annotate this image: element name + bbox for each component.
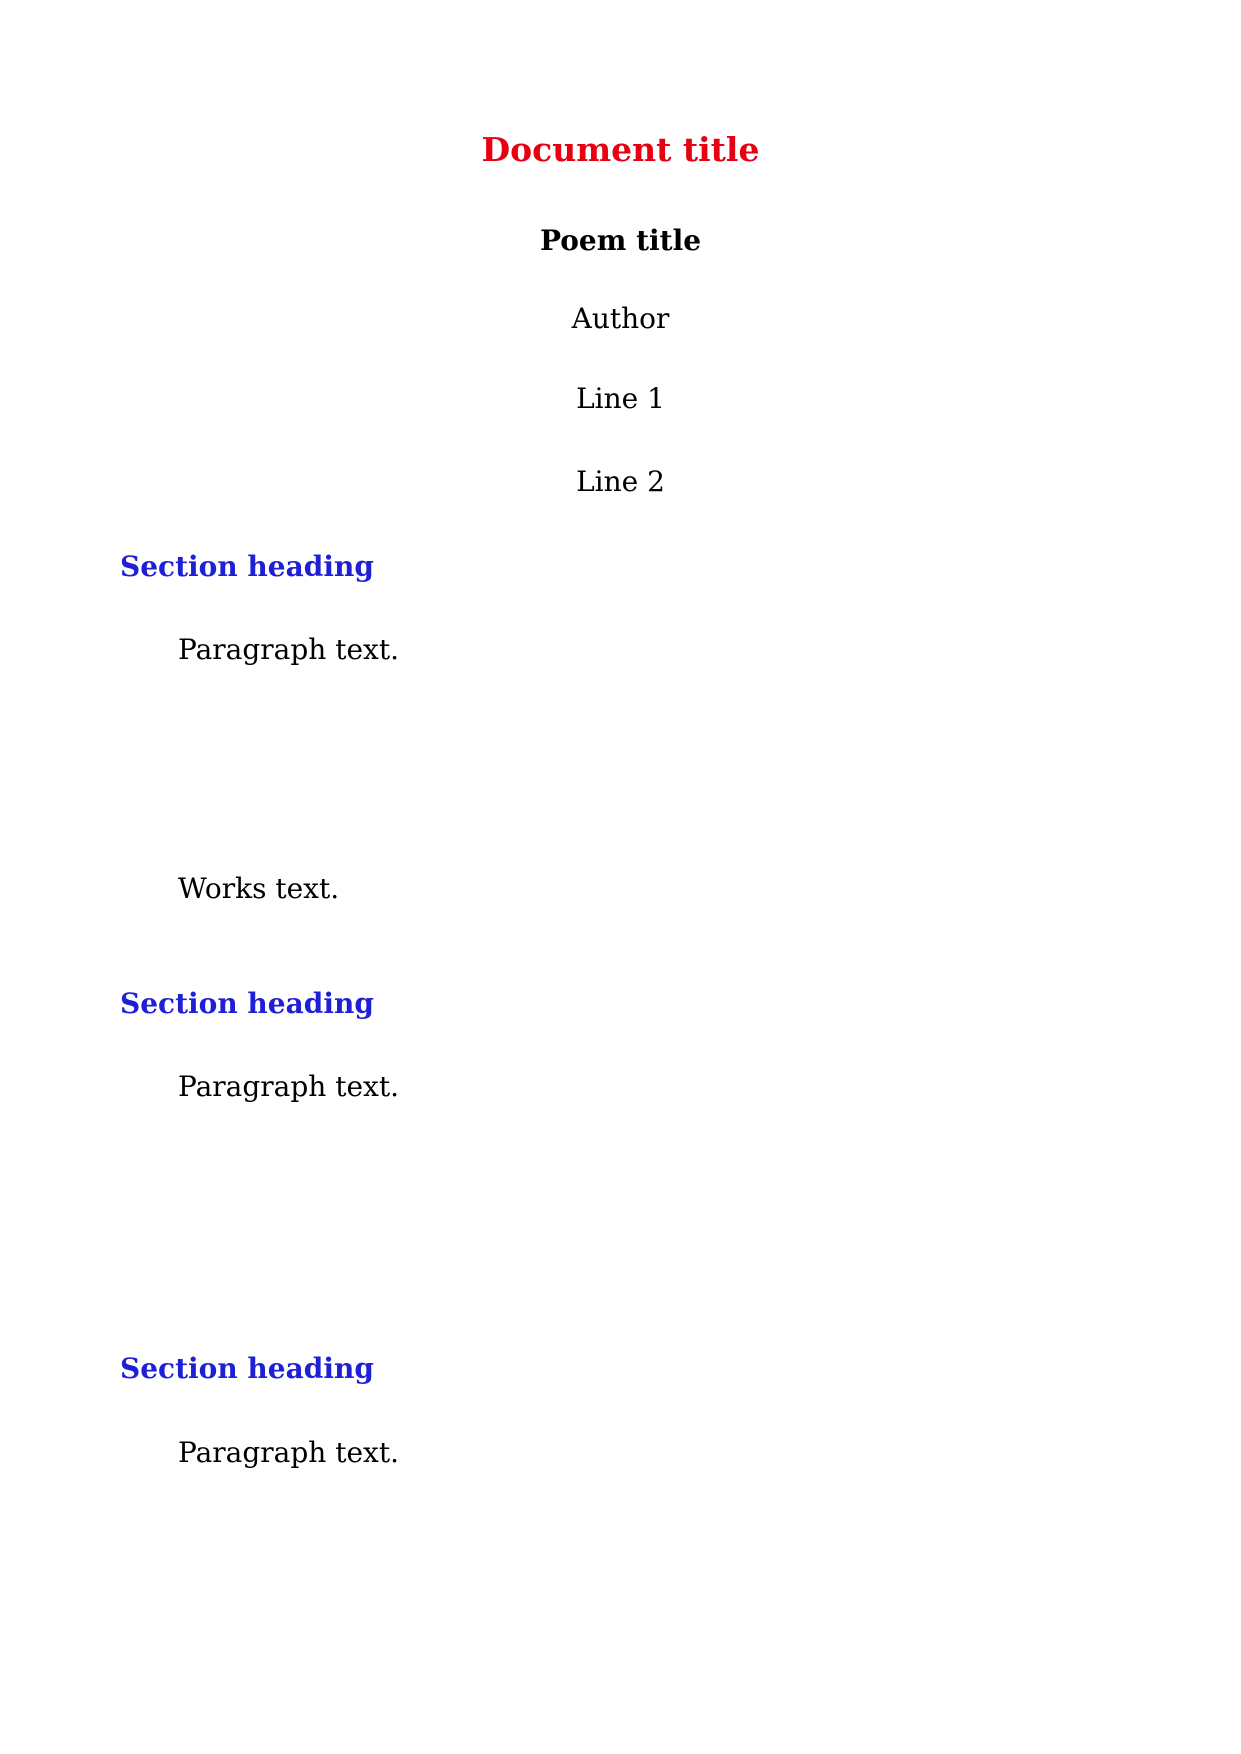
poem-title: Poem title xyxy=(539,224,702,257)
theme-paragraph: Paragraph text. xyxy=(178,1070,399,1103)
poem-author: Author xyxy=(571,302,670,335)
author-intro-heading: Section heading xyxy=(120,550,374,583)
author-intro-paragraph: Paragraph text. xyxy=(178,633,399,666)
author-works-paragraph: Works text. xyxy=(178,872,340,905)
translation-paragraph: Paragraph text. xyxy=(178,1436,399,1469)
poem-line-2: Line 2 xyxy=(576,465,665,498)
poem-line-1: Line 1 xyxy=(576,382,665,415)
theme-heading: Section heading xyxy=(120,987,374,1020)
document-title: Document title xyxy=(481,130,760,169)
translation-heading: Section heading xyxy=(120,1352,374,1385)
